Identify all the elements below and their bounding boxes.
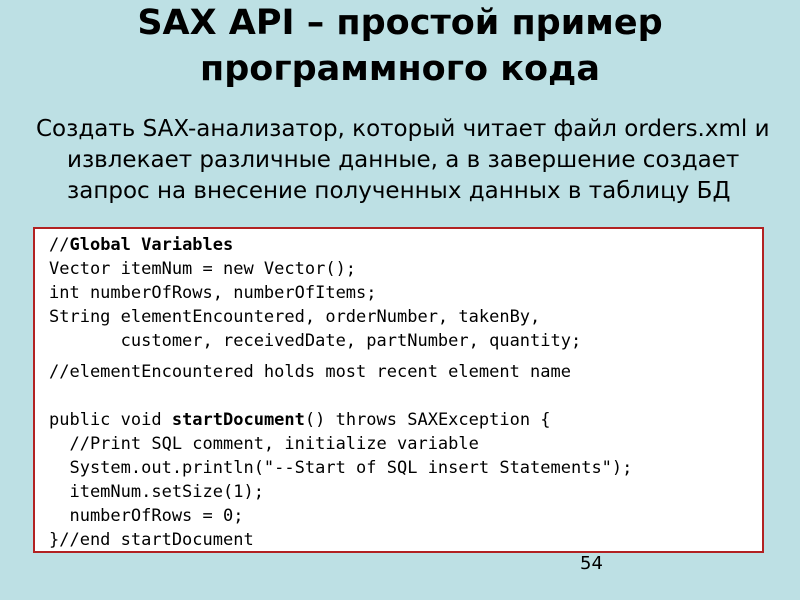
slide-title bbox=[0, 0, 800, 92]
code-line-5: customer, receivedDate, partNumber, quantity; bbox=[49, 331, 582, 351]
code-line-1 bbox=[49, 233, 632, 257]
code-line-8 bbox=[49, 408, 632, 432]
code-method-prefix: public void bbox=[49, 410, 172, 430]
code-listing bbox=[49, 233, 632, 552]
code-listing-box bbox=[33, 227, 764, 553]
slide-title-line-1: SAX API – простой пример bbox=[137, 3, 663, 43]
code-line-7 bbox=[49, 384, 632, 408]
code-line-12: numberOfRows = 0; bbox=[49, 506, 244, 526]
code-line-2: Vector itemNum = new Vector(); bbox=[49, 259, 357, 279]
code-method-name: startDocument bbox=[171, 410, 305, 430]
code-method-suffix: () throws SAXException { bbox=[304, 410, 551, 430]
code-line-4: String elementEncountered, orderNumber, takenBy, bbox=[49, 307, 541, 327]
code-comment-marker: // bbox=[49, 235, 70, 255]
code-line-11: itemNum.setSize(1); bbox=[49, 482, 264, 502]
code-line-10: System.out.println("--Start of SQL insert Statements"); bbox=[49, 458, 633, 478]
code-line-9: //Print SQL comment, initialize variable bbox=[49, 434, 479, 454]
page-number: 54 bbox=[580, 553, 603, 574]
code-comment-bold: Global Variables bbox=[69, 235, 234, 255]
code-line-13: }//end startDocument bbox=[49, 530, 254, 550]
slide-body-text: Создать SAX-анализатор, который читает файл orders.xml и извлекает различные данные, а в завершение создает запрос на внесение полученных данных в таблицу БД bbox=[36, 116, 770, 204]
code-line-6: //elementEncountered holds most recent element name bbox=[49, 362, 571, 382]
slide-title-line-2: программного кода bbox=[200, 49, 600, 89]
code-line-3: int numberOfRows, numberOfItems; bbox=[49, 283, 377, 303]
